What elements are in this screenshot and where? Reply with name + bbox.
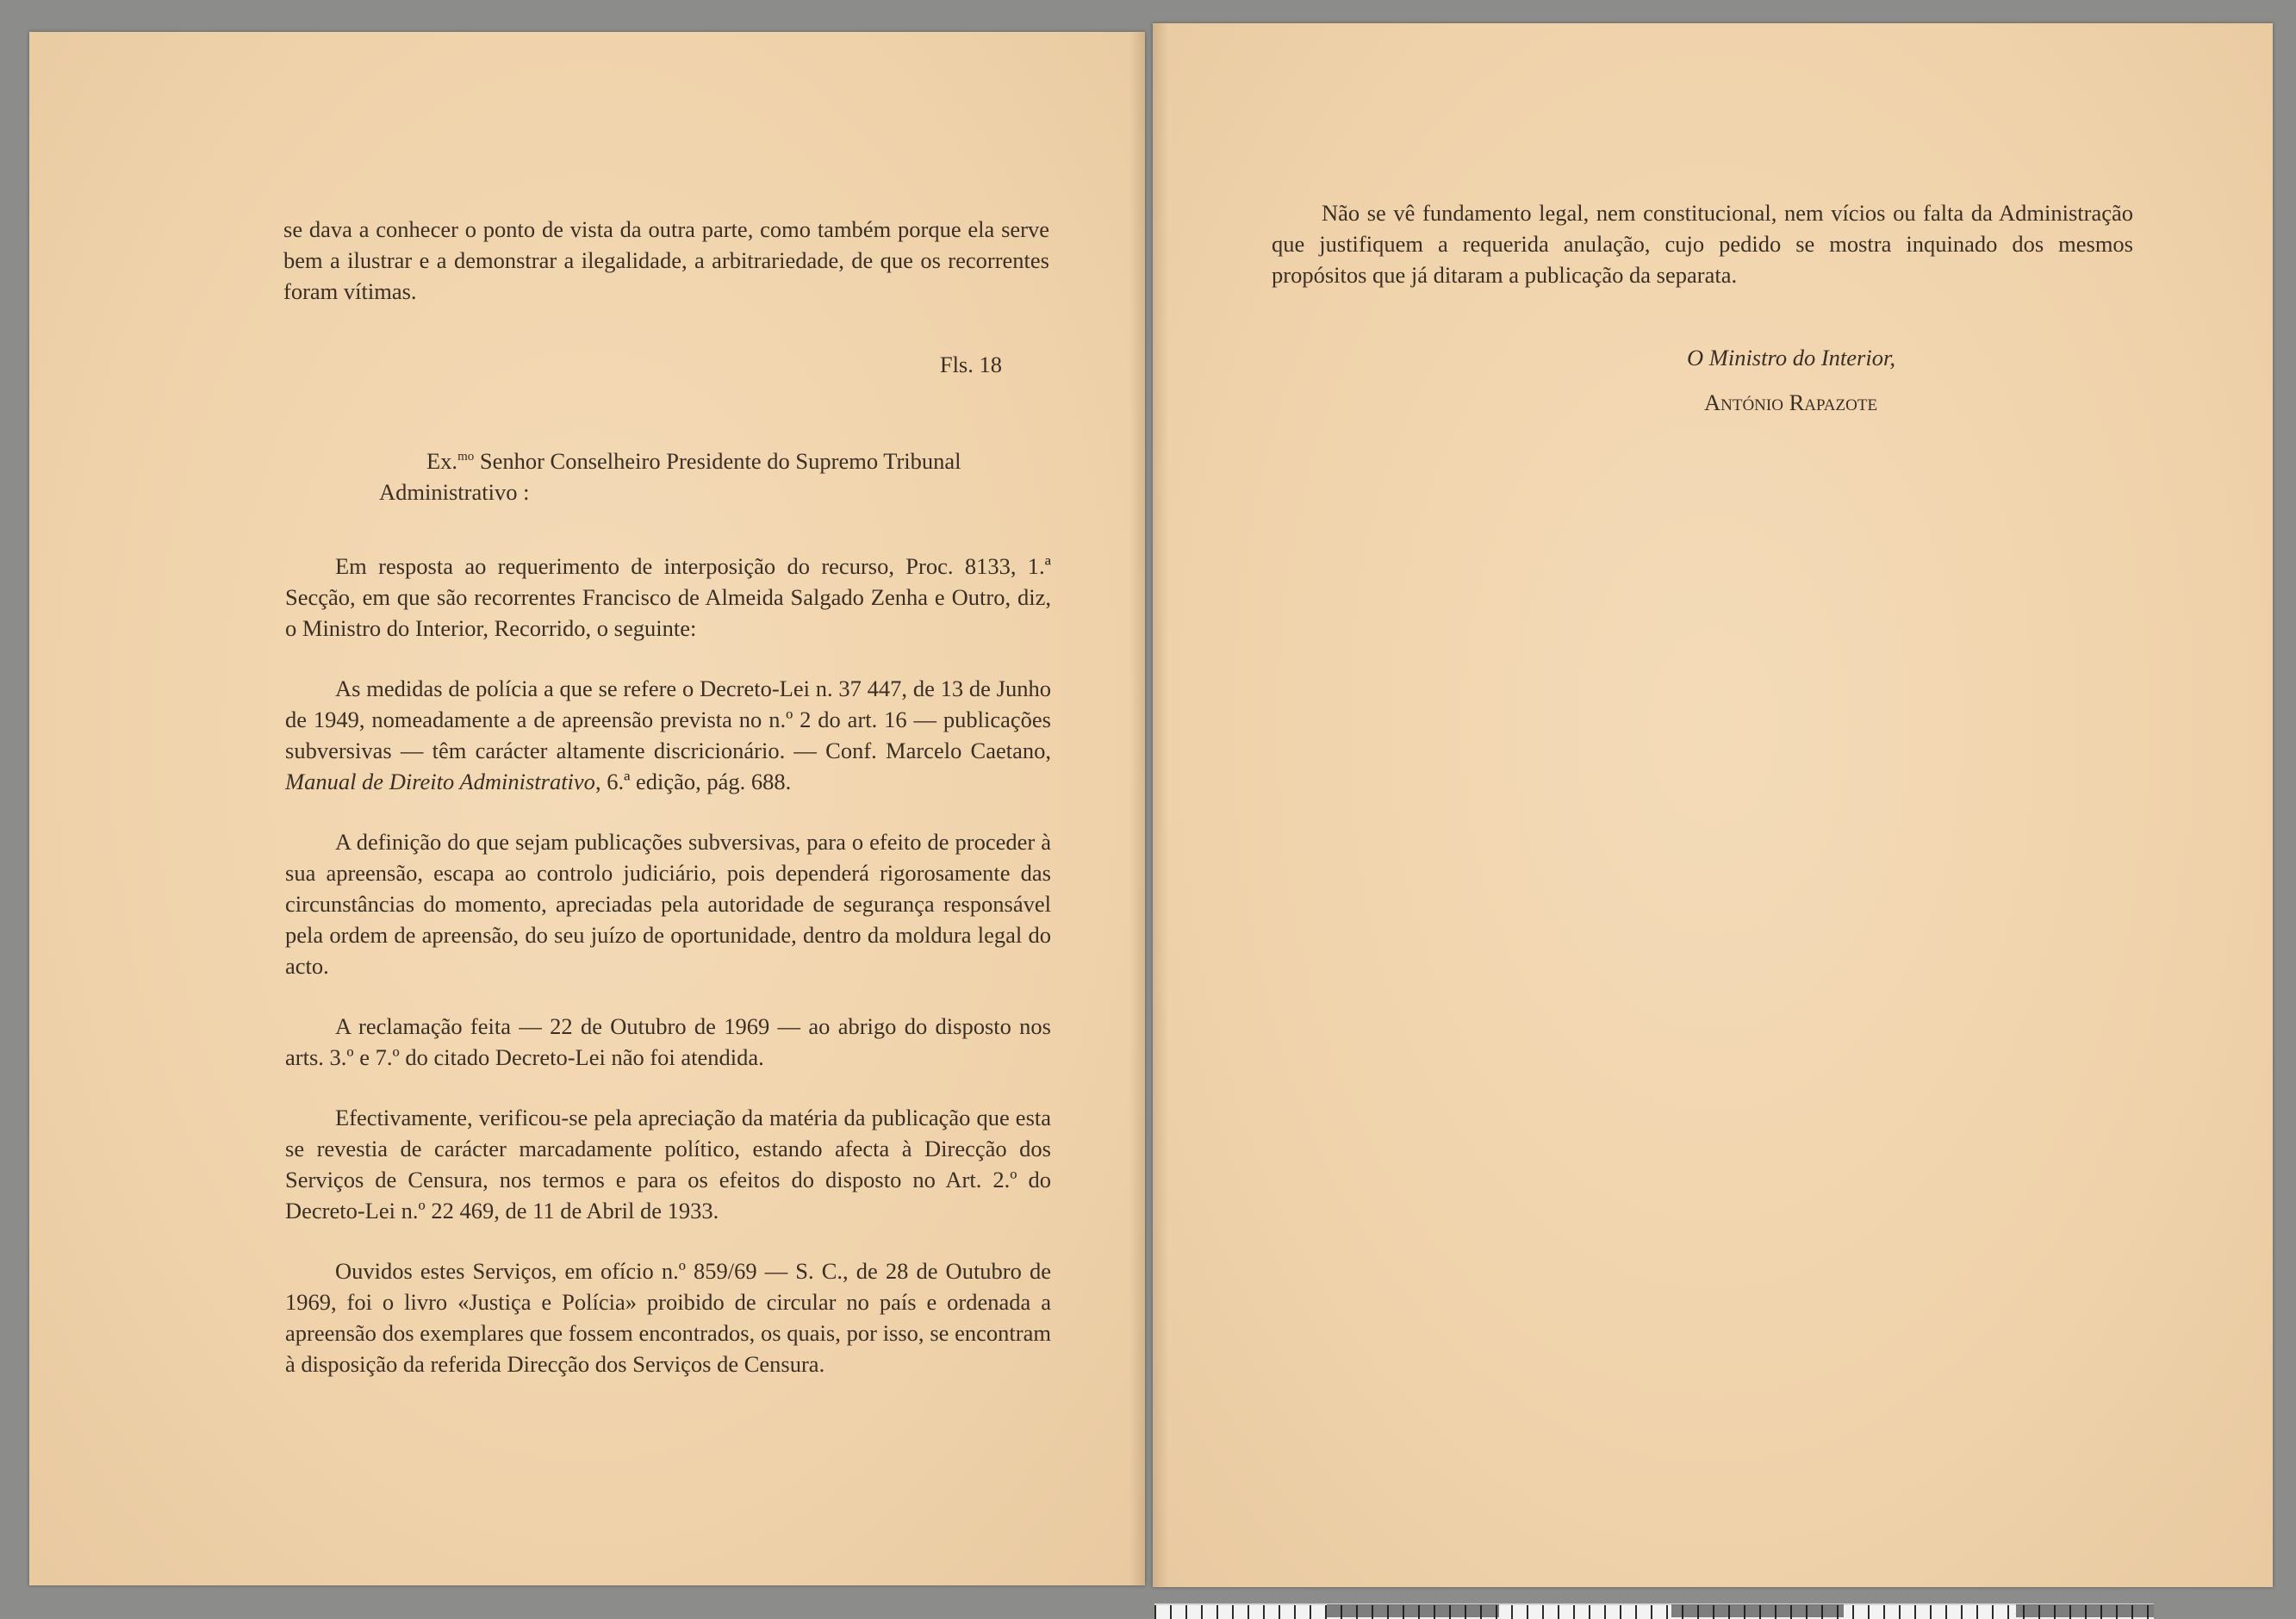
paragraph-response: Em resposta ao requerimento de interposição do recurso, Proc. 8133, 1.ª Secção, em que são recorrentes Francisco de Almeida Salgado Zenha e Outro, diz, o Ministro do Interior, Recorrido, o seguinte: (285, 553, 1051, 641)
paragraph-police-measures (285, 673, 1051, 797)
paragraph-complaint: A reclamação feita — 22 de Outubro de 1969 — ao abrigo do disposto nos arts. 3.º e 7.º do citado Decreto-Lei não foi atendida. (285, 1013, 1051, 1070)
folio-line (283, 349, 1002, 380)
folio-reference: Fls. 18 (939, 352, 1002, 377)
address-prefix: Ex. (426, 447, 458, 474)
right-page (1153, 23, 2273, 1587)
paragraph-definition: A definição do que sejam publicações subversivas, para o efeito de proceder à sua apreensão, escapa ao controlo judiciário, pois dependerá rigorosamente das circunstâncias do momento, apreciadas pela autoridade de segurança responsável pela ordem de apreensão, do seu juízo de oportunidade, dentro da moldura legal do acto. (285, 829, 1051, 979)
address-line-1 (379, 441, 1049, 476)
gutter-shadow (1153, 23, 1168, 1587)
address-line-1-text: Senhor Conselheiro Presidente do Supremo Tribunal (474, 447, 961, 474)
address-heading (379, 441, 1049, 507)
scale-ruler-blocks (1154, 1604, 2154, 1617)
paragraph-effectively: Efectivamente, verificou-se pela apreciação da matéria da publicação que esta se revestia de carácter marcadamente político, estando afecta à Direcção dos Serviços de Censura, nos termos e para os efeitos do disposto no Art. 2.º do Decreto-Lei n.º 22 469, de 11 de Abril de 1933. (285, 1105, 1051, 1224)
body-text (285, 551, 1051, 1379)
signature-block (1687, 342, 2256, 418)
address-line-2: Administrativo : (379, 478, 530, 505)
paragraph-services: Ouvidos estes Serviços, em ofício n.º 859/69 — S. C., de 28 de Outubro de 1969, foi o livro «Justiça e Polícia» proibido de circular no país e ordenada a apreensão dos exemplares que fossem encontrados, os quais, por isso, se encontram à disposição da referida Direcção dos Serviços de Censura. (285, 1258, 1051, 1377)
paragraph-police-measures-text-end: , 6.ª edição, pág. 688. (594, 769, 792, 794)
paragraph-continuation: se dava a conhecer o ponto de vista da outra parte, como também porque ela serve bem a ilustrar e a demonstrar a ilegalidade, a arbitrariedade, de que os recorrentes foram vítimas. (283, 216, 1049, 304)
address-superscript: mo (457, 450, 475, 464)
left-page (29, 32, 1145, 1585)
book-title-italic: Manual de Direito Administrativo (285, 769, 595, 794)
closing-paragraph-block (1272, 197, 2133, 290)
continuation-paragraph (283, 214, 1049, 307)
paragraph-conclusion: Não se vê fundamento legal, nem constitucional, nem vícios ou falta da Administração que justifiquem a requerida anulação, cujo pedido se mostra inquinado dos mesmos propósitos que já ditaram a publicação da separata. (1272, 200, 2133, 288)
paragraph-police-measures-text: As medidas de polícia a que se refere o Decreto-Lei n. 37 447, de 13 de Junho de 1949, nomeadamente a de apreensão prevista no n.º 2 do art. 16 — publicações subversivas — têm carácter altamente discricionário. — Conf. Marcelo Caetano, (285, 676, 1051, 763)
signature-name: António Rapazote (1704, 389, 1878, 415)
gutter-shadow (1129, 32, 1145, 1585)
signature-title: O Ministro do Interior, (1687, 345, 1895, 371)
